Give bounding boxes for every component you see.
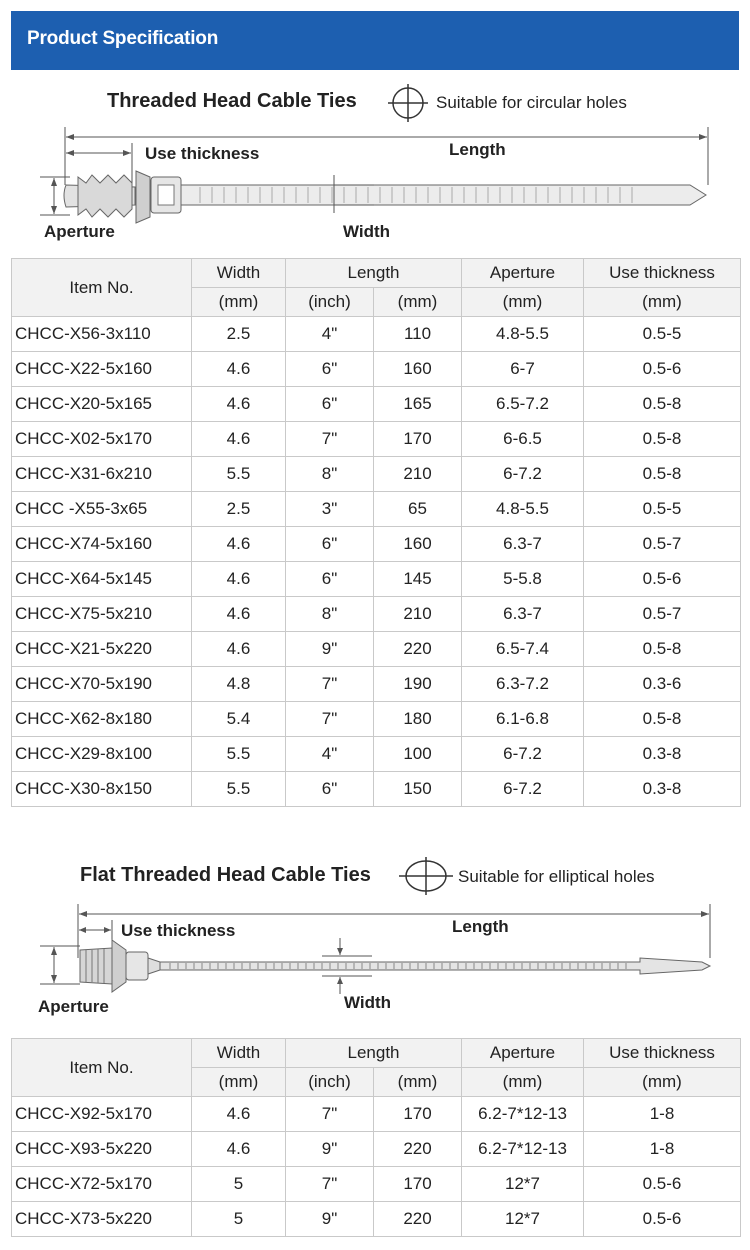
- table-row: [12, 632, 741, 667]
- length-label: Length: [449, 140, 506, 159]
- elliptical-hole-icon: [397, 856, 455, 896]
- cell-use-thickness: 0.5-6: [584, 1167, 741, 1202]
- cell-length-inch: 7": [286, 667, 374, 702]
- cell-width: 5: [192, 1202, 286, 1237]
- aperture-label-2: Aperture: [38, 997, 109, 1016]
- header-use-thickness-unit: (mm): [584, 1068, 741, 1097]
- cell-use-thickness: 0.5-8: [584, 457, 741, 492]
- cell-length-mm: 190: [374, 667, 462, 702]
- header-item-no: Item No.: [12, 1039, 192, 1097]
- table-row: [12, 562, 741, 597]
- header-item-no: Item No.: [12, 259, 192, 317]
- cell-length-inch: 8": [286, 597, 374, 632]
- table-row: [12, 772, 741, 807]
- header-width: Width: [192, 259, 286, 288]
- use-thickness-label: Use thickness: [145, 144, 260, 163]
- cell-width: 5.5: [192, 737, 286, 772]
- cell-item-no: CHCC-X31-6x210: [12, 457, 192, 492]
- header-length-inch-unit: (inch): [286, 288, 374, 317]
- cell-length-inch: 9": [286, 632, 374, 667]
- cell-length-mm: 220: [374, 632, 462, 667]
- cell-use-thickness: 0.5-7: [584, 597, 741, 632]
- cell-aperture: 4.8-5.5: [462, 317, 584, 352]
- table-row: [12, 422, 741, 457]
- cell-item-no: CHCC-X73-5x220: [12, 1202, 192, 1237]
- cell-length-inch: 6": [286, 772, 374, 807]
- cell-item-no: CHCC-X30-8x150: [12, 772, 192, 807]
- cell-length-inch: 6": [286, 387, 374, 422]
- cell-width: 4.6: [192, 527, 286, 562]
- cell-length-mm: 220: [374, 1202, 462, 1237]
- cell-width: 2.5: [192, 317, 286, 352]
- circular-hole-icon: [386, 83, 430, 123]
- table-row: [12, 1132, 741, 1167]
- cell-length-mm: 210: [374, 457, 462, 492]
- cell-length-mm: 180: [374, 702, 462, 737]
- cell-use-thickness: 0.3-8: [584, 737, 741, 772]
- cell-length-inch: 6": [286, 352, 374, 387]
- header-use-thickness: Use thickness: [584, 259, 741, 288]
- header-use-thickness-unit: (mm): [584, 288, 741, 317]
- cell-length-inch: 4": [286, 317, 374, 352]
- cell-item-no: CHCC-X21-5x220: [12, 632, 192, 667]
- cell-length-mm: 65: [374, 492, 462, 527]
- aperture-label: Aperture: [44, 222, 115, 241]
- cell-aperture: 6.2-7*12-13: [462, 1132, 584, 1167]
- cell-aperture: 6.3-7: [462, 527, 584, 562]
- cell-length-inch: 8": [286, 457, 374, 492]
- spec-table-threaded: [11, 258, 741, 807]
- cell-length-inch: 7": [286, 1167, 374, 1202]
- cell-use-thickness: 1-8: [584, 1132, 741, 1167]
- cell-aperture: 6.3-7.2: [462, 667, 584, 702]
- cell-width: 4.6: [192, 1097, 286, 1132]
- cell-width: 5.4: [192, 702, 286, 737]
- cell-width: 4.6: [192, 1132, 286, 1167]
- header-length-mm-unit: (mm): [374, 1068, 462, 1097]
- cell-width: 5.5: [192, 457, 286, 492]
- cell-length-mm: 170: [374, 1167, 462, 1202]
- cell-length-mm: 220: [374, 1132, 462, 1167]
- cell-item-no: CHCC-X62-8x180: [12, 702, 192, 737]
- cell-item-no: CHCC-X74-5x160: [12, 527, 192, 562]
- cell-item-no: CHCC-X64-5x145: [12, 562, 192, 597]
- cell-aperture: 6.5-7.2: [462, 387, 584, 422]
- cell-use-thickness: 0.5-6: [584, 1202, 741, 1237]
- header-length: Length: [286, 1039, 462, 1068]
- cell-item-no: CHCC-X75-5x210: [12, 597, 192, 632]
- cell-length-mm: 160: [374, 527, 462, 562]
- header-aperture-unit: (mm): [462, 1068, 584, 1097]
- cell-aperture: 6-7.2: [462, 772, 584, 807]
- table-row: [12, 667, 741, 702]
- cell-length-mm: 110: [374, 317, 462, 352]
- cell-item-no: CHCC-X22-5x160: [12, 352, 192, 387]
- cell-width: 4.6: [192, 387, 286, 422]
- width-label: Width: [343, 222, 391, 241]
- cell-length-inch: 6": [286, 527, 374, 562]
- cell-item-no: CHCC-X02-5x170: [12, 422, 192, 457]
- header-width-unit: (mm): [192, 288, 286, 317]
- cell-aperture: 6-7.2: [462, 737, 584, 772]
- cell-length-mm: 165: [374, 387, 462, 422]
- header-width: Width: [192, 1039, 286, 1068]
- header-banner: [11, 11, 739, 70]
- header-aperture-unit: (mm): [462, 288, 584, 317]
- cell-width: 2.5: [192, 492, 286, 527]
- table-row: [12, 1167, 741, 1202]
- length-label-2: Length: [452, 917, 509, 936]
- cell-width: 4.8: [192, 667, 286, 702]
- table-row: [12, 352, 741, 387]
- cell-use-thickness: 0.5-6: [584, 562, 741, 597]
- cell-use-thickness: 0.5-7: [584, 527, 741, 562]
- cell-width: 4.6: [192, 422, 286, 457]
- cell-use-thickness: 1-8: [584, 1097, 741, 1132]
- cell-use-thickness: 0.5-8: [584, 702, 741, 737]
- table-row: [12, 1097, 741, 1132]
- table-row: [12, 317, 741, 352]
- cell-use-thickness: 0.5-5: [584, 492, 741, 527]
- table-row: [12, 597, 741, 632]
- cell-length-mm: 170: [374, 422, 462, 457]
- flat-threaded-head-cable-tie-diagram: [0, 900, 750, 1025]
- cell-length-inch: 6": [286, 562, 374, 597]
- cell-item-no: CHCC-X20-5x165: [12, 387, 192, 422]
- header-length-mm-unit: (mm): [374, 288, 462, 317]
- cell-aperture: 6.5-7.4: [462, 632, 584, 667]
- cell-use-thickness: 0.5-8: [584, 387, 741, 422]
- cell-length-inch: 3": [286, 492, 374, 527]
- header-length: Length: [286, 259, 462, 288]
- cell-aperture: 6-6.5: [462, 422, 584, 457]
- cell-aperture: 6.1-6.8: [462, 702, 584, 737]
- cell-item-no: CHCC-X70-5x190: [12, 667, 192, 702]
- section1-note: Suitable for circular holes: [436, 93, 627, 112]
- cell-aperture: 12*7: [462, 1202, 584, 1237]
- cell-length-mm: 150: [374, 772, 462, 807]
- cell-width: 4.6: [192, 632, 286, 667]
- spec-table-flat-threaded: [11, 1038, 741, 1237]
- cell-aperture: 6.3-7: [462, 597, 584, 632]
- cell-length-inch: 7": [286, 1097, 374, 1132]
- table-row: [12, 527, 741, 562]
- table-row: [12, 457, 741, 492]
- cell-length-inch: 7": [286, 702, 374, 737]
- cell-use-thickness: 0.5-5: [584, 317, 741, 352]
- cell-length-mm: 100: [374, 737, 462, 772]
- cell-width: 4.6: [192, 597, 286, 632]
- use-thickness-label-2: Use thickness: [121, 921, 236, 940]
- section1-title: Threaded Head Cable Ties: [107, 90, 357, 112]
- cell-use-thickness: 0.3-8: [584, 772, 741, 807]
- cell-aperture: 5-5.8: [462, 562, 584, 597]
- threaded-head-cable-tie-diagram: [0, 125, 750, 247]
- cell-length-mm: 160: [374, 352, 462, 387]
- cell-aperture: 6.2-7*12-13: [462, 1097, 584, 1132]
- header-aperture: Aperture: [462, 259, 584, 288]
- table-row: [12, 1202, 741, 1237]
- cell-width: 4.6: [192, 352, 286, 387]
- cell-length-mm: 145: [374, 562, 462, 597]
- width-label-2: Width: [344, 993, 392, 1012]
- section2-note: Suitable for elliptical holes: [458, 867, 655, 886]
- cell-aperture: 6-7: [462, 352, 584, 387]
- table-row: [12, 737, 741, 772]
- table-row: [12, 387, 741, 422]
- cell-aperture: 12*7: [462, 1167, 584, 1202]
- cell-length-inch: 7": [286, 422, 374, 457]
- cell-item-no: CHCC -X55-3x65: [12, 492, 192, 527]
- cell-item-no: CHCC-X93-5x220: [12, 1132, 192, 1167]
- table-row: [12, 702, 741, 737]
- cell-width: 5: [192, 1167, 286, 1202]
- section2-title: Flat Threaded Head Cable Ties: [80, 864, 371, 886]
- cell-length-mm: 210: [374, 597, 462, 632]
- cell-item-no: CHCC-X56-3x110: [12, 317, 192, 352]
- table-row: [12, 492, 741, 527]
- cell-length-inch: 9": [286, 1132, 374, 1167]
- cell-aperture: 6-7.2: [462, 457, 584, 492]
- banner-title: Product Specification: [27, 28, 219, 49]
- cell-length-inch: 4": [286, 737, 374, 772]
- cell-use-thickness: 0.3-6: [584, 667, 741, 702]
- cell-item-no: CHCC-X92-5x170: [12, 1097, 192, 1132]
- cell-length-mm: 170: [374, 1097, 462, 1132]
- cell-width: 5.5: [192, 772, 286, 807]
- cell-aperture: 4.8-5.5: [462, 492, 584, 527]
- cell-item-no: CHCC-X72-5x170: [12, 1167, 192, 1202]
- cell-length-inch: 9": [286, 1202, 374, 1237]
- cell-use-thickness: 0.5-6: [584, 352, 741, 387]
- header-aperture: Aperture: [462, 1039, 584, 1068]
- header-width-unit: (mm): [192, 1068, 286, 1097]
- cell-use-thickness: 0.5-8: [584, 632, 741, 667]
- header-use-thickness: Use thickness: [584, 1039, 741, 1068]
- header-length-inch-unit: (inch): [286, 1068, 374, 1097]
- cell-width: 4.6: [192, 562, 286, 597]
- cell-use-thickness: 0.5-8: [584, 422, 741, 457]
- cell-item-no: CHCC-X29-8x100: [12, 737, 192, 772]
